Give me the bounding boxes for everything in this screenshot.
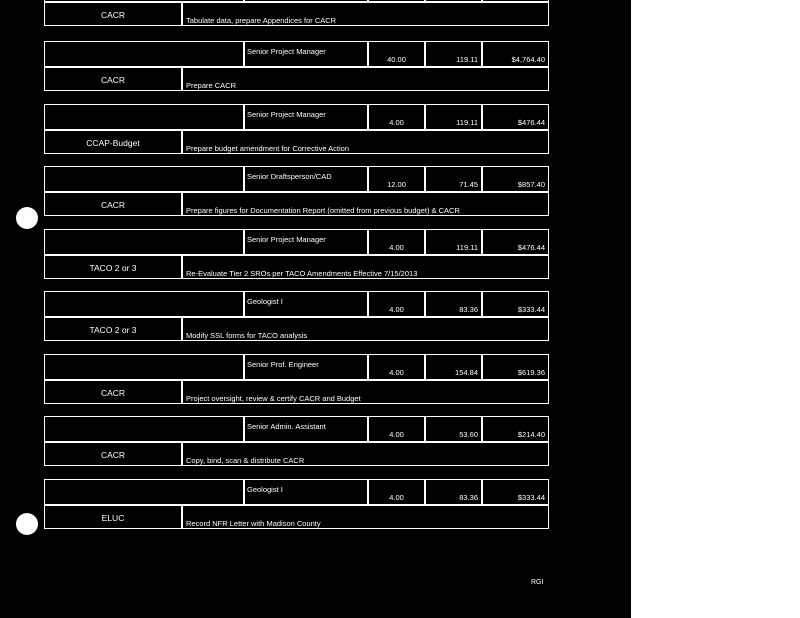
role-cell: Senior Project Manager (244, 104, 368, 130)
amount-cell: $476.44 (482, 104, 549, 130)
task-cell: Modify SSL forms for TACO analysis (182, 317, 549, 341)
amount-cell: $476.44 (482, 229, 549, 255)
task-cell: Project oversight, review & certify CACR and Budget (182, 380, 549, 404)
hours-cell: 4.00 (368, 479, 425, 505)
role-cell: Geologist I (244, 291, 368, 317)
amount-cell: $214.40 (482, 416, 549, 442)
task-cell: Record NFR Letter with Madison County (182, 505, 549, 529)
hours-cell: 4.00 (368, 354, 425, 380)
category-cell: CCAP-Budget (44, 130, 182, 154)
cost-table-row (44, 416, 549, 466)
rate-cell: 71.45 (425, 166, 482, 192)
cost-table-row (44, 41, 549, 91)
hours-cell: 12.00 (368, 166, 425, 192)
punch-hole (16, 207, 38, 229)
blank-cell (44, 104, 244, 130)
task-cell: Copy, bind, scan & distribute CACR (182, 442, 549, 466)
task-cell: Prepare budget amendment for Corrective Action (182, 130, 549, 154)
rate-cell: 119.11 (425, 41, 482, 67)
cost-table-row (44, 166, 549, 216)
role-cell: Senior Prof. Engineer (244, 354, 368, 380)
task-cell: Prepare figures for Documentation Report (omitted from previous budget) & CACR (182, 192, 549, 216)
blank-cell (44, 291, 244, 317)
amount-cell: $4,764.40 (482, 41, 549, 67)
cost-table-row (44, 354, 549, 404)
category-cell: CACR (44, 2, 182, 26)
blank-cell (44, 416, 244, 442)
rate-cell: 119.11 (425, 229, 482, 255)
blank-cell (44, 354, 244, 380)
cost-table-row (44, 479, 549, 529)
blank-cell (44, 479, 244, 505)
task-cell: Prepare CACR (182, 67, 549, 91)
category-cell: CACR (44, 192, 182, 216)
footer-mark: RGI (531, 579, 544, 586)
amount-cell: $333.44 (482, 291, 549, 317)
blank-cell (44, 166, 244, 192)
cost-table-row-top (44, 0, 549, 26)
hours-cell: 4.00 (368, 291, 425, 317)
category-cell: CACR (44, 442, 182, 466)
punch-hole (16, 513, 38, 535)
role-cell: Senior Admin. Assistant (244, 416, 368, 442)
amount-cell: $619.36 (482, 354, 549, 380)
role-cell: Senior Draftsperson/CAD (244, 166, 368, 192)
hours-cell: 4.00 (368, 104, 425, 130)
amount-cell: $857.40 (482, 166, 549, 192)
category-cell: TACO 2 or 3 (44, 317, 182, 341)
category-cell: TACO 2 or 3 (44, 255, 182, 279)
blank-cell (44, 41, 244, 67)
hours-cell: 4.00 (368, 416, 425, 442)
blank-cell (44, 229, 244, 255)
amount-cell: $333.44 (482, 479, 549, 505)
rate-cell: 83.36 (425, 291, 482, 317)
category-cell: CACR (44, 67, 182, 91)
category-cell: CACR (44, 380, 182, 404)
role-cell: Senior Project Manager (244, 41, 368, 67)
hours-cell: 40.00 (368, 41, 425, 67)
rate-cell: 83.36 (425, 479, 482, 505)
task-cell: Re-Evaluate Tier 2 SROs per TACO Amendments Effective 7/15/2013 (182, 255, 549, 279)
cost-table-row (44, 104, 549, 154)
cost-table-row (44, 291, 549, 341)
role-cell: Geologist I (244, 479, 368, 505)
rate-cell: 53.60 (425, 416, 482, 442)
task-cell: Tabulate data, prepare Appendices for CACR (182, 2, 549, 26)
rate-cell: 119.11 (425, 104, 482, 130)
rate-cell: 154.84 (425, 354, 482, 380)
cost-table-row (44, 229, 549, 279)
role-cell: Senior Project Manager (244, 229, 368, 255)
category-cell: ELUC (44, 505, 182, 529)
hours-cell: 4.00 (368, 229, 425, 255)
